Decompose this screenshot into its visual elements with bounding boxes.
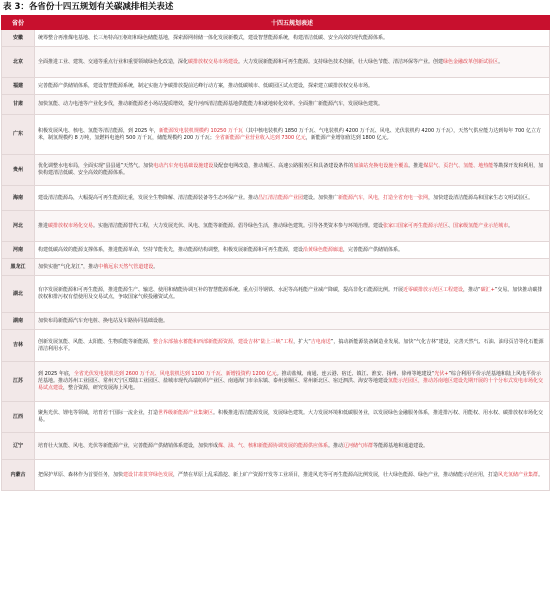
header-province: 省份 xyxy=(2,16,35,30)
highlighted-text: 绿色金融改革创新试验区 xyxy=(443,58,499,65)
statement-cell xyxy=(35,313,550,330)
table-row xyxy=(2,330,550,362)
statement-cell xyxy=(35,115,550,155)
statement-text: ，严禁在草原上乱采滥挖、新上矿产资源开发等工业项目，推进风光等可再生能源高比例发展，壮大绿色能源、绿色产业，推动储能示范应用，打造 xyxy=(173,471,499,478)
statement-cell xyxy=(35,330,550,362)
table-row xyxy=(2,402,550,433)
highlighted-text: 煤层气、页岩气、氢能、地热能 xyxy=(423,163,494,169)
highlighted-text: 氢能示范园区，推动苏南地区建设先期开展的十个分布式发电市场化交易试点建设 xyxy=(38,378,544,391)
statement-text: 加快布局新能源汽车充电桩、换电站及车路协同基础设施。 xyxy=(38,317,169,324)
statement-text: 统筹整合再淮煤电基地、长三角特高压枢纽和绿色储能基地，探索源网荷储一体化发展新模式，建设智慧能源系统，构建清洁低碳、安全高效的现代能源体系。 xyxy=(38,34,389,41)
statement-cell xyxy=(35,242,550,259)
province-cell: 广东 xyxy=(2,115,35,155)
province-cell: 吉林 xyxy=(2,330,35,362)
highlighted-text: 昌江清洁能源产业园 xyxy=(258,194,304,201)
statement-text: 。 xyxy=(508,222,514,229)
statement-text: ”综合利用平价示范基地和陆上风电平价示范基地。推动苏州工业园区、常州天宁区郑陆工业园区、盐城市现代高端纺织产业区、南通海门市余东镇、泰州姜堰区、常州新北区、宿迁泗洪、海安等地建设 xyxy=(38,371,542,384)
statement-cell xyxy=(35,78,550,95)
highlighted-text: 新能源汽车，风电，打造全省充电一张网 xyxy=(338,194,429,201)
statement-text: 建设清洁能源岛，大幅提高可再生能源比重，发展全生物降解、清洁能源装备等生态环保产业。推动 xyxy=(38,194,259,201)
table-row xyxy=(2,186,550,211)
statement-text: 。推动 xyxy=(328,442,344,449)
highlighted-text: 新能源发电装机规模约 10250 万千瓦 xyxy=(158,127,243,134)
statement-text: ，加快建设清洁能源岛和国家生态文明试验区。 xyxy=(428,194,534,201)
statement-text: 积极发展风电、核电、氢能等清洁能源，到 2025 年， xyxy=(38,127,159,134)
statement-text: 加快氢能、动力电池等产业化步伐，推动新能源老小场站提质增效，提升河西清洁能源基地供能能力和就地转化效率。全面推广新能源汽车，发展绿色建筑。 xyxy=(38,101,384,107)
province-cell: 安徽 xyxy=(2,30,35,47)
statement-text: 培育壮大氢能、风电、光伏等新能源产业，完善能源产供储销体系建设，加快形成 xyxy=(38,442,219,449)
statement-text: 推进 xyxy=(38,222,49,229)
highlighted-text: 煤、油、气、核和新能源协调发展的能源供应体系 xyxy=(218,442,329,449)
statement-text: 、 xyxy=(448,222,454,229)
highlighted-text: 全省新能源产业营业收入达到 7300 亿元 xyxy=(214,134,306,141)
table-row xyxy=(2,211,550,242)
statement-text: 。积极推进清洁能源发展，发展绿色建筑。大力发展环境和低碳服务业，以发展绿色金融服务体系，推进排污权、用能权、用水权、碳排放权市场化交易。 xyxy=(38,410,544,423)
statement-text: 。实施清洁能源替代工程，大力发展光伏、风电、氢能等新能源。倡导绿色生活，推动绿色建筑。引导各类资本参与环境治理。建设 xyxy=(93,222,384,229)
table-row xyxy=(2,30,550,47)
statement-text: 建设。加快推广 xyxy=(303,194,339,201)
table-row xyxy=(2,78,550,95)
statement-text: 。大力发展新能源和可再生能源。支持绿色技术创新，壮大绿色节能、清洁环保等产业。创建 xyxy=(238,58,444,65)
statement-cell xyxy=(35,30,550,47)
statement-cell xyxy=(35,402,550,433)
statement-text: 有序发展新能源和可再生能源，推进能源生产、输送、使用和储能协调互补的智慧能源系统。重点引导钢铁、水泥等高耗能产业减产降碳，提高非化石能源比例。开展 xyxy=(38,287,404,293)
statement-text: ，完善能源产供储销体系。 xyxy=(343,246,404,253)
statement-text: 到 2025 年底， xyxy=(38,371,74,377)
statement-text: 把保护草原、森林作为首要任务，加快 xyxy=(38,471,124,478)
table-caption: 表 3：各省份十四五规划有关碳减排相关表述 xyxy=(3,2,174,12)
table-row xyxy=(2,259,550,276)
statement-text: 加快实施“气化龙江”，推动 xyxy=(38,263,99,270)
statement-cell xyxy=(35,362,550,402)
highlighted-text: 世界级新能源产业集聚区 xyxy=(158,410,214,416)
province-cell: 河南 xyxy=(2,242,35,259)
province-cell: 河北 xyxy=(2,211,35,242)
statement-text: 全面推进工业、建筑、交通等重点行业和重要领域绿色化改造，深化 xyxy=(38,58,189,65)
province-cell: 江苏 xyxy=(2,362,35,402)
highlighted-text: 吉电南送 xyxy=(310,338,331,345)
statement-cell xyxy=(35,186,550,211)
table-row xyxy=(2,155,550,186)
highlighted-text: 建设甘肃贯穿绿色发展 xyxy=(123,471,174,478)
statement-cell xyxy=(35,460,550,491)
statement-text: 聚焦光伏、锂电等领域，培育若干国际一流企业，打造 xyxy=(38,410,159,416)
province-cell: 甘肃 xyxy=(2,95,35,115)
province-cell: 贵州 xyxy=(2,155,35,186)
statement-cell xyxy=(35,95,550,115)
header-statement: 十四五规划表述 xyxy=(35,16,550,30)
table-row xyxy=(2,242,550,259)
statement-text: 。 xyxy=(153,263,159,270)
province-cell: 湖南 xyxy=(2,313,35,330)
highlighted-text: 碳汇+ xyxy=(480,287,495,293)
table-row xyxy=(2,95,550,115)
statement-cell xyxy=(35,155,550,186)
statement-text: 及配套电网改造，推动城区、高速公路服务区和具备建设条件的 xyxy=(213,163,354,169)
highlighted-text: 沿黄绿色能源廊道 xyxy=(303,246,344,253)
province-cell: 湖北 xyxy=(2,276,35,313)
highlighted-text: 张家口国家可再生能源示范区 xyxy=(383,222,449,229)
province-cell: 福建 xyxy=(2,78,35,95)
province-cell: 海南 xyxy=(2,186,35,211)
statement-text: （其中核电装机约 1850 万千瓦、气电装机约 4200 万千瓦、风电、光伏装机约 4200 万千瓦），天然气供应能力达到每年 700 亿立方米，制氢规模约 8 万吨，氢燃料电池约 500 万千瓦，储能规模约 200 万千瓦； xyxy=(38,127,541,141)
table-row xyxy=(2,460,550,491)
table-body xyxy=(2,30,550,491)
statement-cell xyxy=(35,433,550,460)
table-row xyxy=(2,115,550,155)
highlighted-text: 近零碳排放示范区工程建设 xyxy=(403,287,464,293)
statement-text: 等勘探开发和利用，加快构建清洁低碳、安全高效的能源体系。 xyxy=(38,163,544,176)
table-row xyxy=(2,313,550,330)
statement-text: ，新能源产业增加值达到 1800 亿元。 xyxy=(305,134,392,141)
statement-text: 。推进 xyxy=(408,163,424,169)
table-row xyxy=(2,433,550,460)
statement-text: 创新发展氢能、风能、太阳能、生物质能等新能源， xyxy=(38,338,154,345)
statement-text: 构建低碳高效的能源支撑体系，推进能源革命，坚持节能优先，推动能源结构调整，积极发展新能源和可再生能源，建设 xyxy=(38,246,304,253)
province-cell: 江西 xyxy=(2,402,35,433)
highlighted-text: 碳排放权市场化交易 xyxy=(48,222,94,229)
statement-text: 等能源基地和通道建设。 xyxy=(373,442,429,449)
highlighted-text: 中俄远东天然气管道建设 xyxy=(98,263,154,270)
statement-text: 优化调整水电布局，全面实现“县县通”天然气。加快 xyxy=(38,163,154,169)
statement-text: ，推动“ xyxy=(463,287,481,293)
table-row xyxy=(2,47,550,78)
highlighted-text: 全省光伏发电装机达到 2600 万千瓦、风电装机达到 1100 万千瓦、新增投资约 1200 亿元 xyxy=(73,371,277,377)
statement-text: 。推动盐城、南通、连云港、宿迁、镇江、淮安、扬州、徐州等地建设“ xyxy=(276,371,435,377)
statement-text: ”交易。加快推动碳排放权和排污权有偿使用及交易试点，争取国家气候投融资试点。 xyxy=(38,287,543,300)
highlighted-text: 碳排放权交易市场建设 xyxy=(188,58,239,65)
province-table xyxy=(1,15,550,491)
statement-text: 。 xyxy=(498,58,504,65)
highlighted-text: 电动汽车充电基础设施建设 xyxy=(153,163,214,169)
statement-text: 。 xyxy=(538,471,544,478)
highlighted-text: 加油站充换电设施全覆盖 xyxy=(353,163,409,169)
highlighted-text: 整合东部抽水蓄能和西部新能源资源，建设吉林“陆上三峡”工程 xyxy=(153,338,294,345)
table-header-row xyxy=(2,16,550,30)
highlighted-text: 光伏+ xyxy=(434,371,449,377)
highlighted-text: 辽河储气库群 xyxy=(343,442,374,449)
statement-text: ”，搞动新能源装备制造业发展。加快“气化吉林”建设，完善天然气、石油、油母页岩等化石能源清洁利用水平。 xyxy=(38,338,544,352)
statement-cell xyxy=(35,276,550,313)
statement-cell xyxy=(35,47,550,78)
highlighted-text: 风光氢储产业集群 xyxy=(498,471,539,478)
statement-cell xyxy=(35,211,550,242)
statement-text: ，扩大“ xyxy=(293,338,311,345)
statement-cell xyxy=(35,259,550,276)
highlighted-text: 国家级氢能产业示范城市 xyxy=(453,222,509,229)
table-row xyxy=(2,276,550,313)
province-cell: 辽宁 xyxy=(2,433,35,460)
province-cell: 黑龙江 xyxy=(2,259,35,276)
province-cell: 内蒙古 xyxy=(2,460,35,491)
statement-text: 完善能源产供储销体系，建设智慧能源系统，制定实施力争碳排放提前达峰行动方案，推动低碳城市、低碳园区试点建设，探索建立碳排放权交易市场。 xyxy=(38,82,374,89)
province-cell: 北京 xyxy=(2,47,35,78)
statement-text: ，整合资源，研究发展海上风电。 xyxy=(63,385,139,391)
table-row xyxy=(2,362,550,402)
